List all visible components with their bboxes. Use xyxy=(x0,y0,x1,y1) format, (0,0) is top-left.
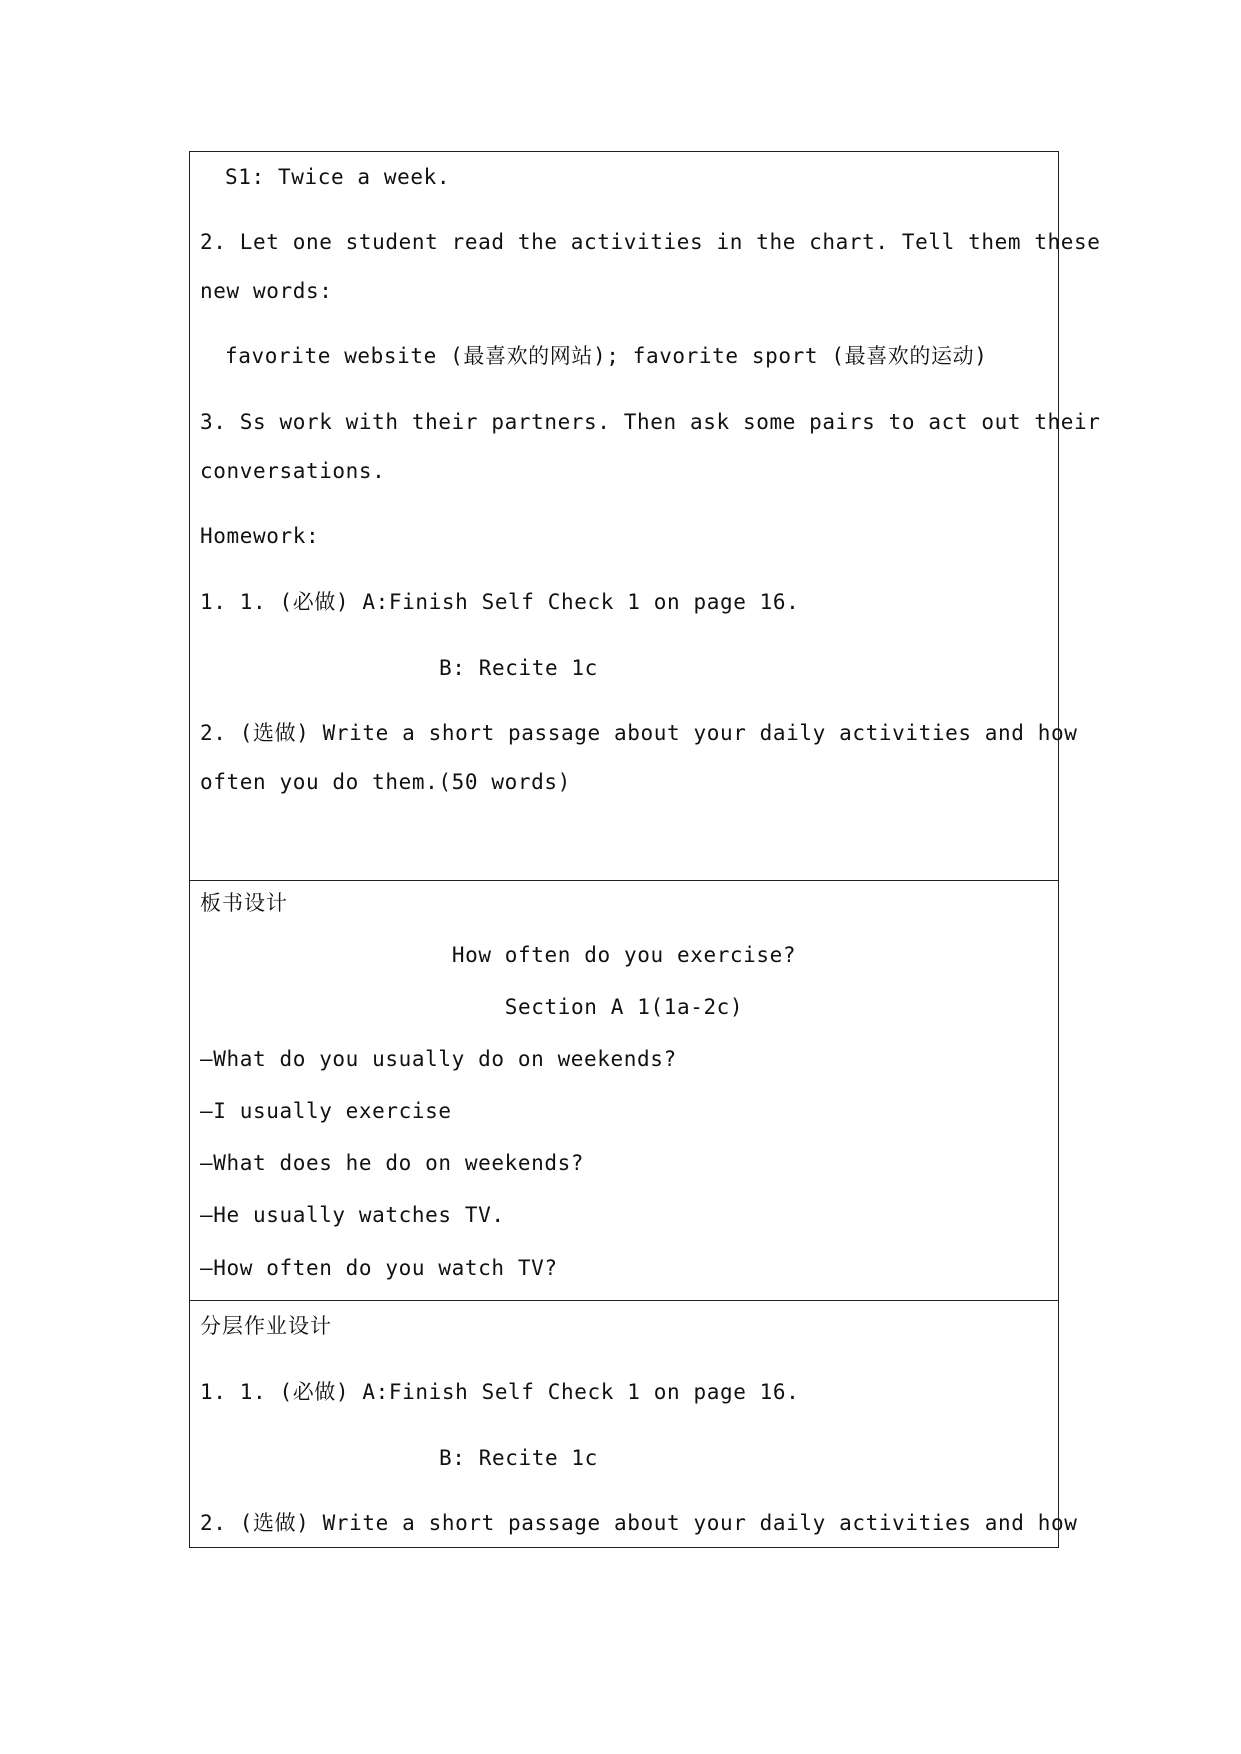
procedure-section xyxy=(190,152,1101,880)
homework-line: B: Recite 1c xyxy=(439,656,598,680)
layered-homework-line: B: Recite 1c xyxy=(439,1446,598,1470)
board-line: —How often do you watch TV? xyxy=(200,1256,558,1280)
layered-homework-line: 2. (选做) Write a short passage about your daily activities and how xyxy=(200,1511,1078,1535)
layered-homework-section xyxy=(190,1300,1078,1547)
board-subtitle: Section A 1(1a-2c) xyxy=(504,995,744,1019)
board-line: —He usually watches TV. xyxy=(200,1203,505,1227)
procedure-line: favorite website (最喜欢的网站); favorite sport (最喜欢的运动) xyxy=(225,344,988,368)
board-line: —What does he do on weekends? xyxy=(200,1151,585,1175)
layered-homework-line: 1. 1. (必做) A:Finish Self Check 1 on page 16. xyxy=(200,1380,800,1404)
procedure-line: S1: Twice a week. xyxy=(225,165,451,189)
procedure-line: new words: xyxy=(200,279,333,303)
board-title: How often do you exercise? xyxy=(451,943,797,967)
board-line: —What do you usually do on weekends? xyxy=(200,1047,677,1071)
procedure-line: 2. Let one student read the activities in the chart. Tell them these xyxy=(200,230,1101,254)
procedure-line: 3. Ss work with their partners. Then ask some pairs to act out their xyxy=(200,410,1101,434)
board-line: —I usually exercise xyxy=(200,1099,452,1123)
homework-line: often you do them.(50 words) xyxy=(200,770,571,794)
homework-line: 2. (选做) Write a short passage about your daily activities and how xyxy=(200,721,1078,745)
lesson-plan-table xyxy=(189,151,1101,1548)
layered-homework-heading: 分层作业设计 xyxy=(200,1314,332,1338)
board-design-heading: 板书设计 xyxy=(200,891,288,915)
procedure-line: conversations. xyxy=(200,459,386,483)
board-design-section xyxy=(190,880,1058,1300)
homework-heading: Homework: xyxy=(200,524,320,548)
homework-line: 1. 1. (必做) A:Finish Self Check 1 on page 16. xyxy=(200,590,800,614)
